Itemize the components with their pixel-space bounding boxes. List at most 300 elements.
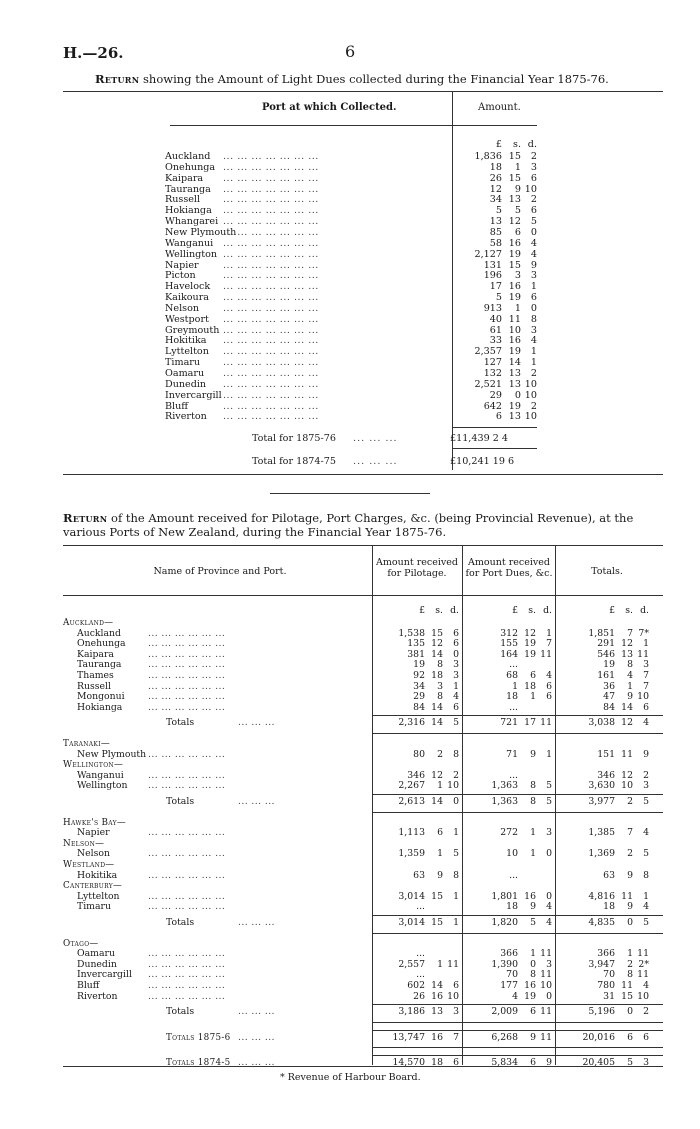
- table1-units: [165, 139, 535, 150]
- value-pence: 5: [453, 848, 459, 860]
- value-pounds: 18: [506, 901, 518, 913]
- value-pence: 4: [643, 717, 649, 729]
- unit-shilling: s.: [528, 605, 536, 616]
- row-label: Totals 1874-5: [166, 1058, 231, 1069]
- value-pence: 5: [643, 848, 649, 860]
- value-pounds: 1,113: [398, 827, 425, 839]
- amount-pounds: 196: [483, 270, 502, 282]
- value-shillings: 14: [431, 648, 443, 660]
- amount-shillings: 19: [508, 248, 521, 260]
- table1-row: [165, 411, 535, 422]
- table2-head-rule: [63, 595, 663, 596]
- value-pounds: 92: [413, 670, 425, 681]
- row-label: Dunedin: [77, 958, 117, 970]
- table2-row: [63, 849, 663, 860]
- value-shillings: 16: [524, 980, 536, 991]
- value-shillings: 7: [627, 827, 633, 839]
- value-shillings: 8: [530, 780, 536, 792]
- leader-dots: ... ... ... ... ... ... ...: [223, 313, 319, 325]
- table1-row: [165, 184, 535, 195]
- value-shillings: 6: [530, 670, 536, 681]
- port-name: Picton: [165, 270, 196, 282]
- row-label: Mongonui: [77, 691, 125, 703]
- amount-pounds: 13: [489, 216, 502, 228]
- amount-pounds: 6: [495, 411, 502, 423]
- table1-bottom-rule: [63, 474, 663, 475]
- value-pence: 11: [540, 948, 552, 960]
- value-pounds: 2,557: [398, 958, 425, 970]
- amount-shillings: 13: [508, 411, 521, 423]
- value-shillings: 8: [627, 659, 633, 671]
- table2-row: [63, 781, 663, 792]
- value-pounds: ...: [416, 901, 425, 913]
- table1-row: [165, 194, 535, 205]
- amount-pounds: 18: [489, 161, 502, 173]
- value-shillings: 9: [530, 901, 536, 913]
- value-pounds: 155: [500, 638, 518, 650]
- value-pounds: 19: [603, 659, 615, 671]
- value-pounds: 29: [413, 691, 425, 703]
- value-pence: 7*: [638, 627, 649, 639]
- leader-dots: ... ... ...: [238, 1057, 275, 1069]
- value-pence: 9: [546, 1057, 552, 1069]
- value-shillings: 13: [431, 1006, 443, 1018]
- port-name: Hokitika: [165, 335, 207, 347]
- leader-dots: ... ... ... ... ... ...: [148, 980, 226, 991]
- value-shillings: 1: [530, 691, 536, 703]
- totals-row: [63, 718, 663, 729]
- value-pounds: 1,820: [491, 917, 518, 928]
- total-rule: [372, 1004, 462, 1005]
- table1-row: [165, 390, 535, 401]
- leader-dots: ... ... ... ... ... ...: [148, 627, 226, 639]
- value-pence: 4: [546, 917, 552, 928]
- value-pence: 0: [453, 796, 459, 807]
- value-shillings: 11: [621, 890, 633, 902]
- table1-row: [165, 216, 535, 227]
- value-pounds: 1,390: [491, 958, 518, 970]
- value-shillings: 6: [530, 1057, 536, 1069]
- amount-pounds: 85: [489, 226, 502, 238]
- amount-shillings: 14: [508, 357, 521, 369]
- value-shillings: 14: [431, 717, 443, 729]
- leader-dots: ... ... ... ... ... ...: [148, 969, 226, 981]
- value-pounds: 26: [413, 990, 425, 1002]
- value-shillings: 16: [524, 890, 536, 902]
- leader-dots: ... ... ... ... ... ...: [148, 780, 226, 792]
- value-pence: 7: [643, 680, 649, 692]
- value-shillings: 10: [621, 780, 633, 792]
- amount-pounds: 58: [489, 237, 502, 249]
- table1-row: [165, 314, 535, 325]
- port-name: Whangarei: [165, 216, 219, 228]
- value-shillings: 13: [621, 648, 633, 660]
- unit-pence: d.: [450, 605, 459, 616]
- value-pence: 11: [637, 648, 649, 660]
- value-pounds: 36: [603, 680, 615, 692]
- amount-pence: 2: [530, 400, 537, 412]
- amount-pence: 4: [530, 237, 537, 249]
- total-rule: [372, 812, 462, 813]
- port-name: Onehunga: [165, 161, 216, 173]
- value-pounds: 161: [597, 670, 615, 681]
- table1-col-amount: Amount.: [478, 102, 521, 113]
- province-heading: [63, 860, 663, 871]
- total-rule: [462, 915, 555, 916]
- total-rule: [555, 733, 663, 734]
- value-pence: 7: [546, 638, 552, 650]
- value-pounds: 3,947: [588, 958, 615, 970]
- table2-row: [63, 871, 663, 882]
- value-pence: 11: [637, 948, 649, 960]
- amount-pence: 2: [530, 368, 537, 379]
- leader-dots: ... ... ... ... ... ... ...: [223, 226, 319, 238]
- leader-dots: ... ... ... ... ... ...: [148, 890, 226, 902]
- table1-top-rule: [63, 91, 663, 92]
- table1-row: [165, 292, 535, 303]
- port-name: Timaru: [165, 357, 201, 369]
- amount-pence: 10: [524, 183, 537, 195]
- value-shillings: 1: [530, 827, 536, 839]
- total-rule: [555, 1022, 663, 1023]
- leader-dots: ... ... ... ... ... ... ...: [223, 357, 319, 369]
- value-pounds: 151: [597, 748, 615, 760]
- table1-head-rule-right: [452, 125, 537, 126]
- leader-dots: ... ... ...: [238, 917, 275, 928]
- unit-shilling: s.: [625, 605, 633, 616]
- value-pounds: 1,851: [588, 627, 615, 639]
- port-name: Kaikoura: [165, 292, 210, 304]
- leader-dots: ... ... ... ... ... ... ...: [223, 183, 319, 195]
- value-pounds: 18: [506, 691, 518, 703]
- totals-row: [63, 1007, 663, 1018]
- value-pounds: 71: [506, 748, 518, 760]
- total-rule: [555, 1004, 663, 1005]
- value-shillings: 16: [431, 990, 443, 1002]
- total-rule: [462, 812, 555, 813]
- value-pence: 6: [453, 701, 459, 713]
- amount-pence: 1: [530, 281, 537, 293]
- amount-shillings: 0: [514, 389, 521, 401]
- total-rule: [462, 1047, 555, 1048]
- value-pence: 6: [546, 680, 552, 692]
- value-pounds: 34: [413, 680, 425, 692]
- value-pence: 6: [453, 638, 459, 650]
- value-pence: 10: [540, 980, 552, 991]
- unit-shilling: s.: [513, 139, 521, 150]
- value-pounds: 346: [407, 769, 425, 781]
- value-pence: 11: [540, 1031, 552, 1043]
- value-pounds: 2,316: [398, 717, 425, 729]
- table1-row: [165, 162, 535, 173]
- value-pence: 6: [453, 1057, 459, 1069]
- port-name: Invercargill: [165, 389, 222, 401]
- value-pounds: 1,359: [398, 848, 425, 860]
- total-rule: [372, 794, 462, 795]
- value-shillings: 11: [621, 980, 633, 991]
- value-pence: 2*: [638, 958, 649, 970]
- value-pence: 11: [540, 717, 552, 729]
- value-pounds: 1,363: [491, 780, 518, 792]
- value-pence: 11: [447, 958, 459, 970]
- value-pounds: 1,538: [398, 627, 425, 639]
- table1-row: [165, 401, 535, 412]
- amount-shillings: 1: [514, 302, 521, 314]
- port-name: Westport: [165, 313, 209, 325]
- leader-dots: ... ... ... ... ... ...: [148, 901, 226, 913]
- leader-dots: ... ... ... ... ... ... ...: [223, 161, 319, 173]
- value-pence: 4: [643, 827, 649, 839]
- table1-row: [165, 325, 535, 336]
- value-pence: 4: [453, 691, 459, 703]
- unit-shilling: s.: [435, 605, 443, 616]
- value-pence: 1: [643, 890, 649, 902]
- table2-units: [63, 606, 663, 617]
- value-shillings: 2: [437, 748, 443, 760]
- value-pounds: 10: [506, 848, 518, 860]
- total-rule: [372, 715, 462, 716]
- leader-dots: ... ... ... ... ... ... ...: [223, 151, 319, 162]
- value-pence: 3: [643, 659, 649, 671]
- total-rule: [462, 715, 555, 716]
- total-rule: [372, 1055, 462, 1056]
- total-rule: [555, 1055, 663, 1056]
- total-rule: [555, 933, 663, 934]
- value-shillings: 12: [621, 769, 633, 781]
- value-shillings: 8: [437, 659, 443, 671]
- table2-row: [63, 992, 663, 1003]
- amount-shillings: 3: [514, 270, 521, 282]
- value-shillings: 8: [627, 969, 633, 981]
- value-pounds: 4: [512, 990, 518, 1002]
- value-pounds: 1,369: [588, 848, 615, 860]
- amount-pounds: 33: [489, 335, 502, 347]
- row-label: Auckland—: [63, 618, 114, 628]
- port-name: Greymouth: [165, 324, 220, 336]
- leader-dots: ... ... ... ... ... ... ...: [223, 172, 319, 184]
- total-rule: [555, 715, 663, 716]
- amount-shillings: 12: [508, 216, 521, 228]
- value-pounds: 272: [500, 827, 518, 839]
- value-shillings: 19: [524, 638, 536, 650]
- total-1874-text: Total for 1874-75: [252, 456, 336, 467]
- total-rule: [462, 933, 555, 934]
- value-pounds: 47: [603, 691, 615, 703]
- value-shillings: 15: [431, 917, 443, 928]
- value-pounds: 3,014: [398, 890, 425, 902]
- value-shillings: 15: [431, 627, 443, 639]
- value-shillings: 1: [530, 848, 536, 860]
- value-pence: 3: [453, 659, 459, 671]
- leader-dots: ... ... ... ... ... ... ...: [223, 324, 319, 336]
- value-shillings: 3: [437, 680, 443, 692]
- value-pounds: 84: [413, 701, 425, 713]
- port-name: Riverton: [165, 411, 207, 423]
- value-pence: 6: [643, 701, 649, 713]
- leader-dots: ... ... ... ... ... ...: [148, 670, 226, 681]
- amount-shillings: 19: [508, 292, 521, 304]
- value-shillings: 12: [621, 717, 633, 729]
- table2-col-dues: Amount received for Port Dues, &c.: [465, 557, 553, 579]
- value-pounds: 5,196: [588, 1006, 615, 1018]
- value-pence: 1: [453, 827, 459, 839]
- value-shillings: 17: [524, 717, 536, 729]
- table2-title-prefix: Return: [63, 511, 108, 525]
- section-separator: [270, 493, 430, 494]
- value-shillings: 12: [431, 769, 443, 781]
- totals-row: [63, 1033, 663, 1044]
- table1-row: [165, 227, 535, 238]
- leader-dots: ... ... ... ... ... ... ...: [223, 302, 319, 314]
- value-shillings: 8: [437, 691, 443, 703]
- value-pence: 4: [643, 980, 649, 991]
- port-name: Wellington: [165, 248, 218, 260]
- port-name: New Plymouth: [165, 226, 237, 238]
- value-pounds: 546: [597, 648, 615, 660]
- value-pounds: 84: [603, 701, 615, 713]
- value-shillings: 14: [431, 980, 443, 991]
- leader-dots: ... ... ... ... ... ... ...: [223, 368, 319, 379]
- value-shillings: 9: [627, 869, 633, 881]
- value-pounds: 1,363: [491, 796, 518, 807]
- amount-pounds: 5: [495, 292, 502, 304]
- value-shillings: 15: [621, 990, 633, 1002]
- value-shillings: 12: [621, 638, 633, 650]
- leader-dots: ... ... ... ... ... ...: [148, 948, 226, 960]
- value-pence: 11: [540, 648, 552, 660]
- total-rule: [372, 933, 462, 934]
- value-pence: 10: [637, 691, 649, 703]
- value-shillings: 1: [437, 958, 443, 970]
- row-label: Lyttelton: [77, 890, 120, 902]
- value-pounds: 2,009: [491, 1006, 518, 1018]
- value-pence: 1: [453, 680, 459, 692]
- value-pence: 5: [643, 917, 649, 928]
- table1-row: [165, 368, 535, 379]
- table1-total-rule2: [452, 448, 537, 449]
- value-pence: 8: [453, 748, 459, 760]
- total-1875-label: Total for 1875-76 ... ... ...: [252, 433, 398, 444]
- value-shillings: 15: [431, 890, 443, 902]
- value-pounds: ...: [416, 969, 425, 981]
- leader-dots: ... ... ... ... ... ... ...: [223, 205, 319, 217]
- value-pounds: 70: [506, 969, 518, 981]
- port-name: Wanganui: [165, 237, 214, 249]
- value-pence: 3: [453, 670, 459, 681]
- table2-row: [63, 750, 663, 761]
- row-label: Totals: [166, 796, 195, 807]
- leader-dots: ... ... ... ... ... ...: [148, 827, 226, 839]
- port-name: Napier: [165, 259, 199, 271]
- value-pounds: 366: [597, 948, 615, 960]
- value-pounds: 177: [500, 980, 518, 991]
- leader-dots: ... ... ... ... ... ... ...: [223, 194, 319, 206]
- value-pence: 8: [453, 869, 459, 881]
- leader-dots: ... ... ... ... ... ...: [148, 958, 226, 970]
- value-pounds: 18: [603, 901, 615, 913]
- unit-pence: d.: [543, 605, 552, 616]
- total-1874-label: Total for 1874-75 ... ... ...: [252, 456, 398, 467]
- amount-pounds: 29: [489, 389, 502, 401]
- value-pounds: 381: [407, 648, 425, 660]
- value-shillings: 6: [437, 827, 443, 839]
- value-pounds: 20,016: [582, 1031, 615, 1043]
- amount-shillings: 19: [508, 346, 521, 358]
- row-label: Totals: [166, 917, 195, 928]
- value-shillings: 19: [524, 648, 536, 660]
- unit-pound: £: [609, 605, 615, 616]
- row-label: Wellington: [77, 780, 128, 792]
- row-label: Totals: [166, 1006, 195, 1018]
- amount-pounds: 127: [483, 357, 502, 369]
- value-pounds: 13,747: [392, 1031, 425, 1043]
- value-shillings: 14: [431, 701, 443, 713]
- value-pounds: 366: [500, 948, 518, 960]
- amount-pence: 2: [530, 194, 537, 206]
- amount-pence: 9: [530, 259, 537, 271]
- leader-dots: ... ... ...: [238, 1006, 275, 1018]
- table2-row: [63, 703, 663, 714]
- value-pence: 5: [643, 796, 649, 807]
- amount-shillings: 9: [514, 183, 521, 195]
- total-1875-value: £11,439 2 4: [450, 433, 508, 444]
- amount-pence: 4: [530, 335, 537, 347]
- province-heading: [63, 618, 663, 629]
- unit-pence: d.: [527, 139, 537, 150]
- row-label: Kaipara: [77, 648, 114, 660]
- value-shillings: 16: [431, 1031, 443, 1043]
- row-label: Tauranga: [77, 659, 122, 671]
- unit-pence: d.: [640, 605, 649, 616]
- amount-shillings: 19: [508, 400, 521, 412]
- value-shillings: 12: [431, 638, 443, 650]
- amount-pounds: 34: [489, 194, 502, 206]
- value-shillings: 18: [524, 680, 536, 692]
- province-heading: [63, 739, 663, 750]
- value-pounds: 2,613: [398, 796, 425, 807]
- leader-dots: ... ... ... ... ... ... ...: [223, 346, 319, 358]
- value-pounds: 346: [597, 769, 615, 781]
- row-label: Canterbury—: [63, 881, 123, 892]
- table1-row: [165, 238, 535, 249]
- leader-dots: ... ... ... ... ... ... ...: [223, 292, 319, 304]
- table2-row: [63, 981, 663, 992]
- value-pounds: 1,801: [491, 890, 518, 902]
- amount-shillings: 13: [508, 368, 521, 379]
- value-pence: 0: [546, 990, 552, 1002]
- amount-pounds: 642: [483, 400, 502, 412]
- value-pence: 4: [546, 670, 552, 681]
- value-shillings: 1: [627, 680, 633, 692]
- total-1875-text: Total for 1875-76: [252, 433, 336, 444]
- table1-col-port: Port at which Collected.: [262, 102, 397, 113]
- leader-dots: ... ... ...: [238, 796, 275, 807]
- value-shillings: 9: [530, 748, 536, 760]
- row-label: Hokianga: [77, 701, 123, 713]
- unit-pound: £: [512, 605, 518, 616]
- table1-row: [165, 303, 535, 314]
- table2-col-totals: Totals.: [591, 566, 623, 577]
- amount-pounds: 913: [483, 302, 502, 314]
- value-shillings: 2: [627, 796, 633, 807]
- row-label: Russell: [77, 680, 111, 692]
- table2-row: [63, 671, 663, 682]
- value-pounds: ...: [509, 869, 518, 881]
- value-shillings: 18: [431, 670, 443, 681]
- value-pounds: 6,268: [491, 1031, 518, 1043]
- value-pounds: ...: [509, 659, 518, 671]
- leader-dots: ... ... ... ... ... ...: [148, 701, 226, 713]
